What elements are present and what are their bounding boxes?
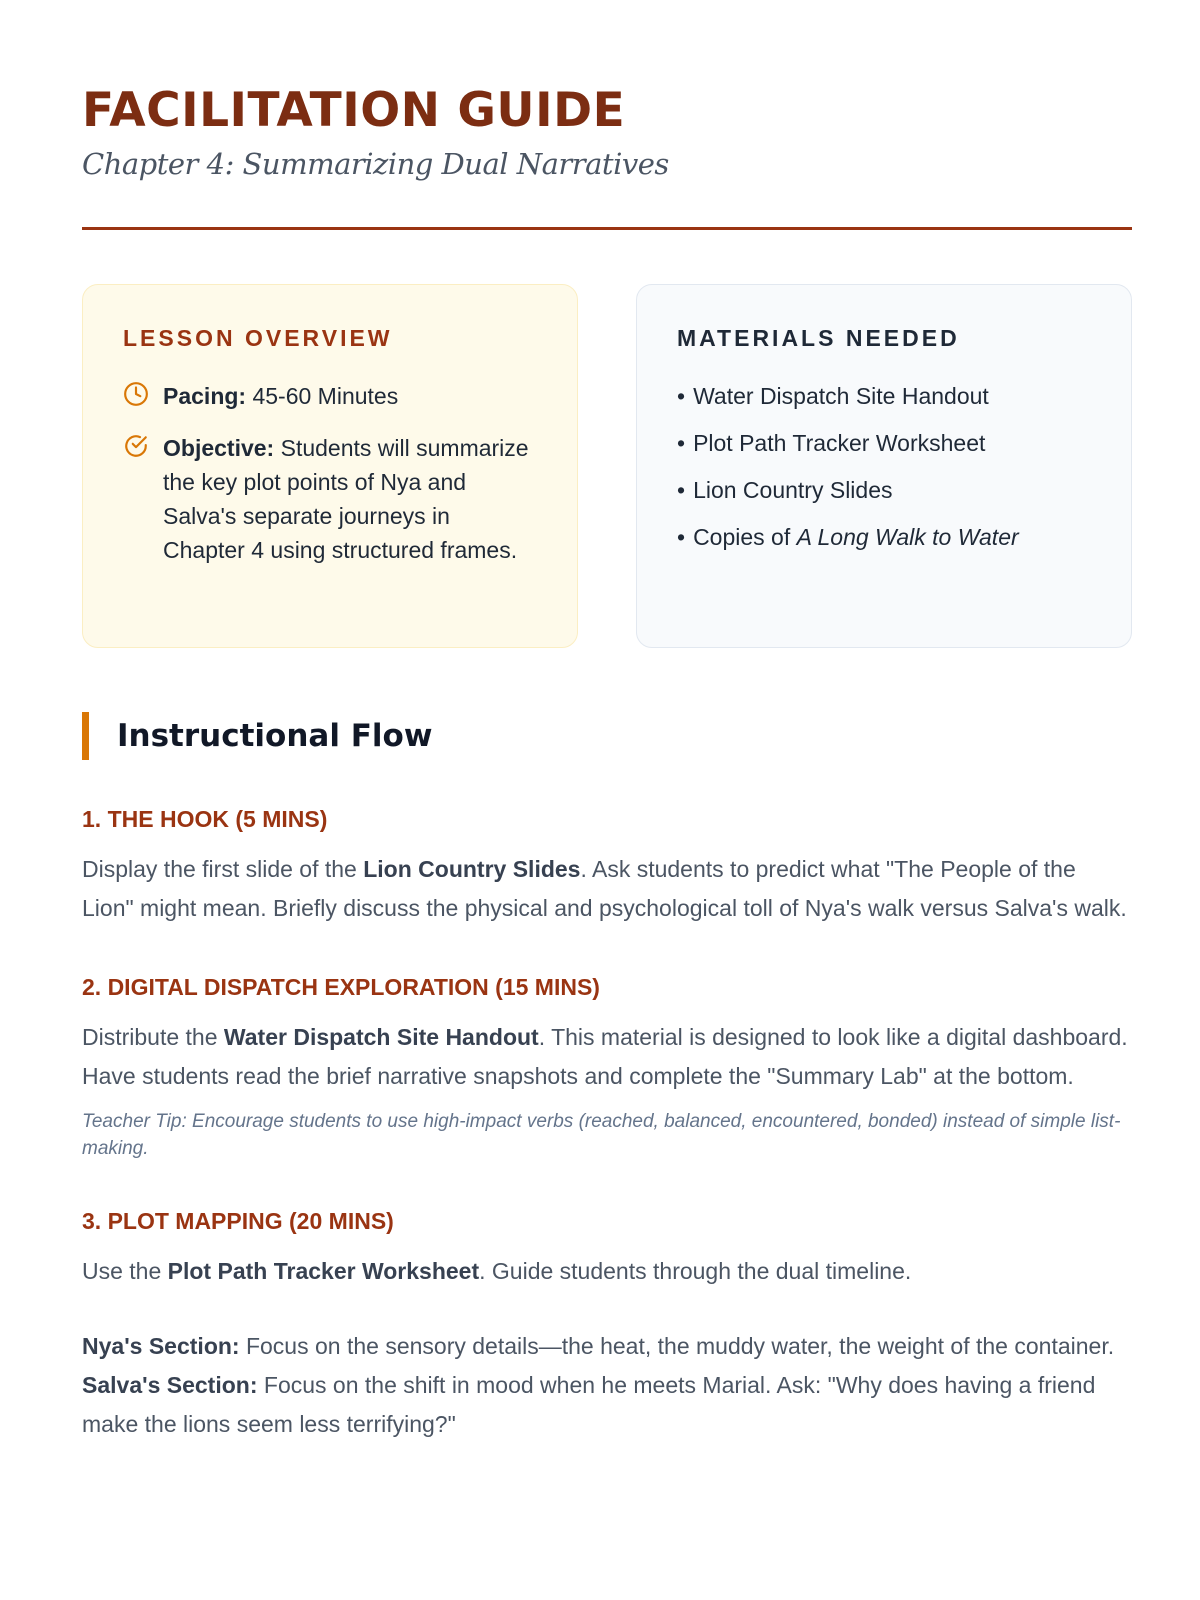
nya-section-note: Nya's Section: Focus on the sensory details—the heat, the muddy water, the weight of the container.: [82, 1333, 1115, 1359]
objective-label: Objective:: [163, 435, 275, 461]
section-accent-bar: [82, 712, 89, 760]
step-body: Display the first slide of the Lion Country Slides. Ask students to predict what "The People of the Lion" might mean. Briefly discuss the physical and psychological toll of Nya's walk versus Salva's walk.: [82, 856, 1127, 921]
info-cards: [82, 284, 1132, 648]
clock-icon: [123, 381, 149, 407]
list-item: • Plot Path Tracker Worksheet: [677, 430, 986, 456]
step-heading: 3. PLOT MAPPING (20 MINS): [82, 1208, 394, 1234]
objective-value: Students will summarize the key plot points of Nya and Salva's separate journeys in Chapter 4 using structured frames.: [163, 435, 529, 563]
check-circle-icon: [123, 433, 149, 459]
step-body: Use the Plot Path Tracker Worksheet. Guide students through the dual timeline.: [82, 1258, 912, 1284]
title-divider: [82, 227, 1132, 230]
step-heading: 1. THE HOOK (5 MINS): [82, 806, 328, 832]
salva-section-label: Salva's Section:: [82, 1372, 258, 1398]
pacing-text: [163, 379, 398, 413]
salva-section-note: Salva's Section: Focus on the shift in mood when he meets Marial. Ask: "Why does having a friend make the lions seem less terrifying?": [82, 1372, 1096, 1437]
resource-name: Water Dispatch Site Handout: [223, 1024, 539, 1050]
nya-section-label: Nya's Section:: [82, 1333, 240, 1359]
objective-item: [123, 431, 537, 567]
objective-text: [163, 431, 537, 567]
section-title-text: Instructional Flow: [117, 718, 433, 754]
list-item: • Lion Country Slides: [677, 477, 893, 503]
resource-name: Plot Path Tracker Worksheet: [167, 1258, 480, 1284]
page-title: FACILITATION GUIDE: [82, 83, 626, 138]
list-item: • Water Dispatch Site Handout: [677, 383, 989, 409]
pacing-item: [123, 379, 537, 413]
lesson-overview-card: [82, 284, 578, 648]
pacing-value: 45-60 Minutes: [252, 383, 399, 409]
step-digital-dispatch: [82, 972, 1132, 1162]
step-plot-mapping: [82, 1206, 1132, 1444]
page-subtitle: Chapter 4: Summarizing Dual Narratives: [82, 147, 669, 181]
step-hook: [82, 804, 1132, 928]
teacher-tip: Teacher Tip: Encourage students to use high-impact verbs (reached, balanced, encountered, bonded) instead of simple list-making.: [82, 1111, 1121, 1159]
step-body: Distribute the Water Dispatch Site Handout. This material is designed to look like a digital dashboard. Have students read the brief narrative snapshots and complete the "Summary Lab" at the bottom.: [82, 1024, 1128, 1089]
facilitation-guide-page: [82, 80, 1132, 1444]
resource-name: Lion Country Slides: [363, 856, 581, 882]
materials-heading: MATERIALS NEEDED: [677, 325, 960, 351]
materials-list: [677, 379, 1091, 554]
pacing-label: Pacing:: [163, 383, 247, 409]
instructional-flow-heading: [82, 712, 1132, 760]
book-title: A Long Walk to Water: [796, 524, 1019, 550]
step-heading: 2. DIGITAL DISPATCH EXPLORATION (15 MINS): [82, 974, 600, 1000]
materials-card: [636, 284, 1132, 648]
list-item: • Copies of A Long Walk to Water: [677, 524, 1019, 550]
lesson-overview-heading: LESSON OVERVIEW: [123, 325, 393, 351]
